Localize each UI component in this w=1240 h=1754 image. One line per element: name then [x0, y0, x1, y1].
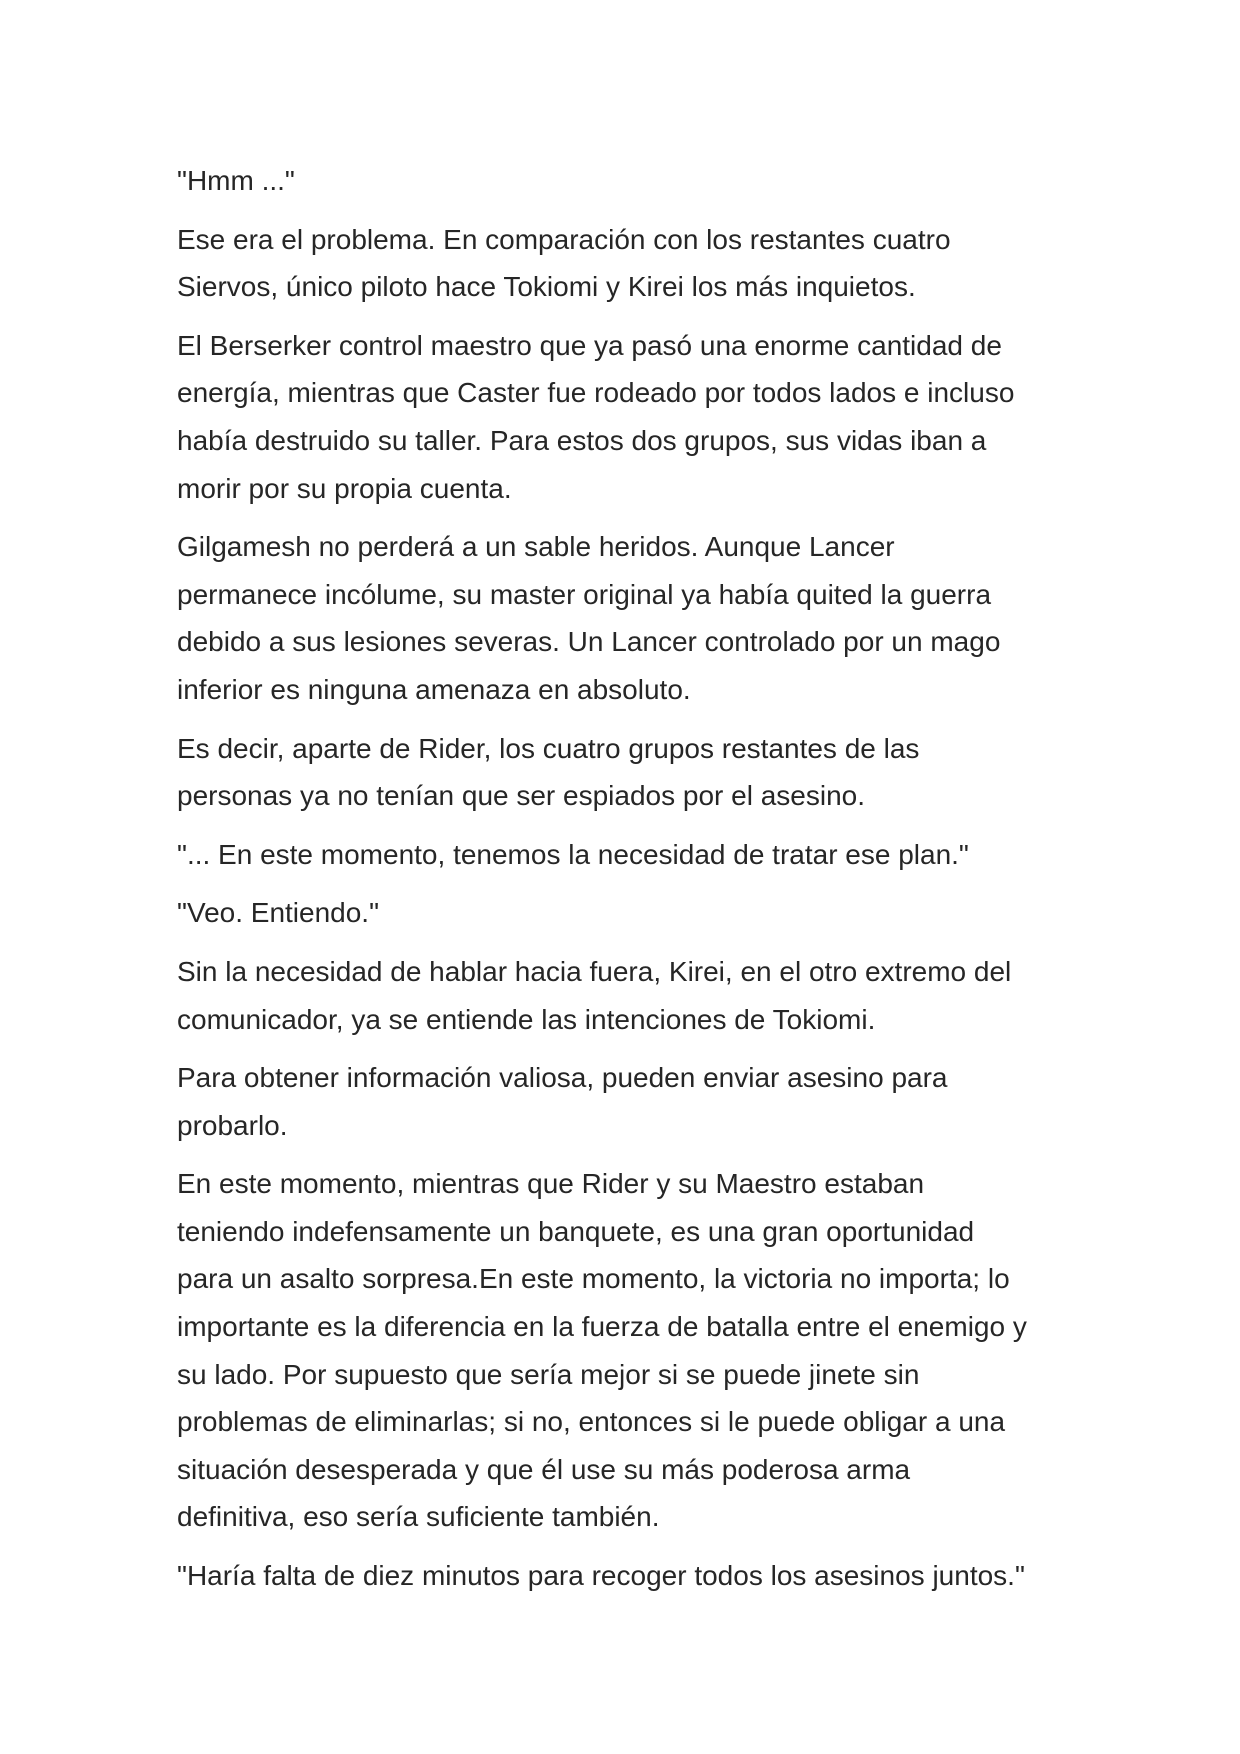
paragraph: "Hmm ...": [177, 165, 295, 196]
paragraph: El Berserker control maestro que ya pasó una enorme cantidad de energía, mientras que Caster fue rodeado por todos lados e incluso había destruido su taller. Para estos dos grupos, sus vidas iban a morir por su propia cuenta.: [177, 329, 1015, 504]
paragraph: "Haría falta de diez minutos para recoger todos los asesinos juntos.": [177, 1560, 1025, 1592]
paragraph: Ese era el problema. En comparación con los restantes cuatro Siervos, único piloto hace Tokiomi y Kirei los más inquietos.: [177, 223, 951, 303]
paragraph: Gilgamesh no perderá a un sable heridos. Aunque Lancer permanece incólume, su master original ya había quited la guerra debido a sus lesiones severas. Un Lancer controlado por un mago inferior es ninguna amenaza en absoluto.: [177, 531, 1001, 705]
paragraph: Es decir, aparte de Rider, los cuatro grupos restantes de las personas ya no tenían que ser espiados por el asesino.: [177, 732, 920, 812]
paragraph: "... En este momento, tenemos la necesidad de tratar ese plan.": [177, 838, 969, 870]
page-text-body: [177, 157, 1082, 1611]
paragraph: Para obtener información valiosa, pueden enviar asesino para probarlo.: [177, 1062, 948, 1141]
paragraph: "Veo. Entiendo.": [177, 897, 380, 929]
paragraph: En este momento, mientras que Rider y su Maestro estaban teniendo indefensamente un banquete, es una gran oportunidad para un asalto sorpresa.En este momento, la victoria no importa; lo importante es la diferencia en la fuerza de batalla entre el enemigo y su lado. Por supuesto que sería mejor si se puede jinete sin problemas de eliminarlas; si no, entonces si le puede obligar a una situación desesperada y que él use su más poderosa arma definitiva, eso sería suficiente también.: [177, 1168, 1027, 1533]
paragraph: Sin la necesidad de hablar hacia fuera, Kirei, en el otro extremo del comunicador, ya se entiende las intenciones de Tokiomi.: [177, 955, 1012, 1035]
